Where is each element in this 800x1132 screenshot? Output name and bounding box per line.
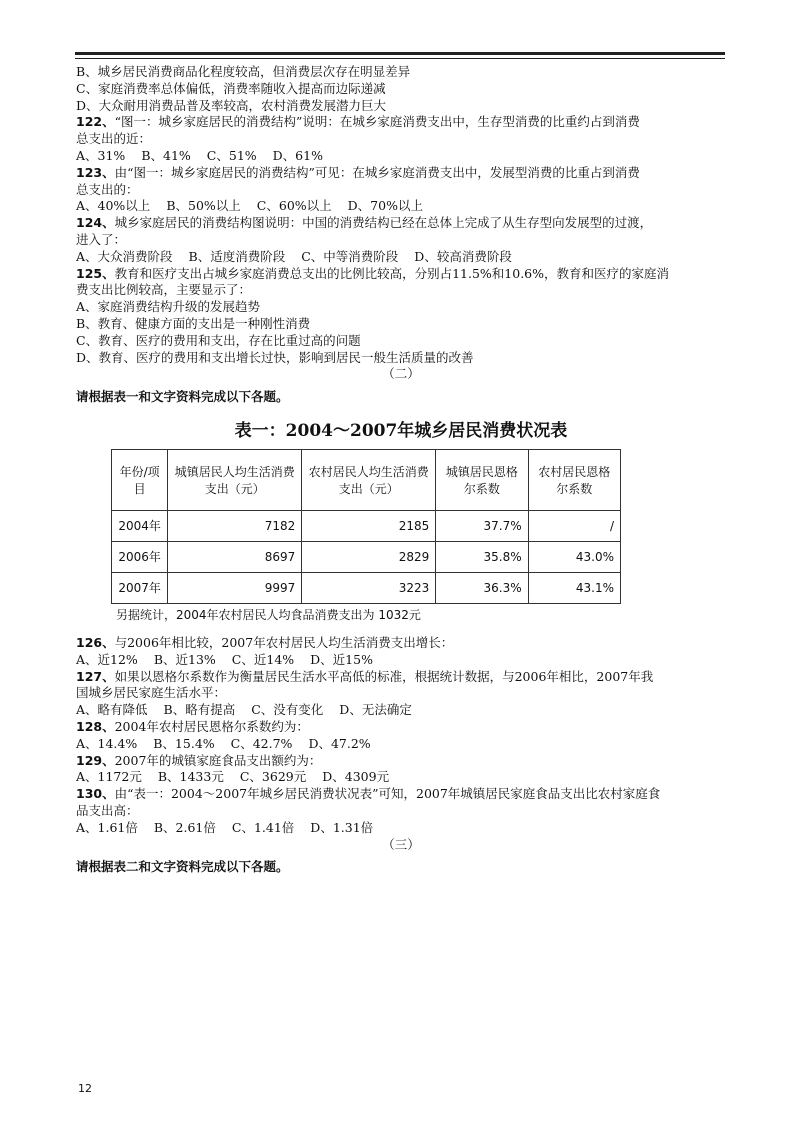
question-128: 128、2004年农村居民恩格尔系数约为：: [76, 718, 309, 734]
question-123-options: [76, 198, 726, 215]
option: C、1.41倍: [231, 819, 295, 835]
table-cell: 43.1%: [528, 572, 620, 603]
option: D、较高消费阶段: [414, 248, 512, 264]
option: A、大众消费阶段: [76, 248, 173, 264]
table-cell: 37.7%: [436, 510, 528, 541]
question-130-cont: 品支出高：: [76, 802, 139, 818]
option-line: B、城乡居民消费商品化程度较高，但消费层次存在明显差异: [76, 64, 411, 79]
option-line: D、教育、医疗的费用和支出增长过快，影响到居民一般生活质量的改善: [76, 349, 474, 365]
option: D、61%: [272, 147, 323, 163]
question-124-cont: 进入了：: [76, 231, 127, 247]
question-125: 125、教育和医疗支出占城乡家庭消费总支出的比例比较高，分别占11.5%和10.6%，教育和医疗的家庭消: [76, 265, 670, 281]
table-cell: 35.8%: [436, 541, 528, 572]
option: D、1.31倍: [310, 819, 374, 835]
option: A、40%以上: [76, 198, 151, 214]
table-row: [112, 510, 621, 541]
table-header-row: [112, 449, 621, 510]
question-130: 130、由“表一：2004～2007年城乡居民消费状况表”可知，2007年城镇居民家庭食品支出比农村家庭食: [76, 786, 661, 802]
page-number: 12: [78, 1082, 92, 1095]
question-128-options: [76, 736, 726, 753]
table-cell: 8697: [168, 541, 302, 572]
option: C、近14%: [231, 651, 295, 667]
option: A、1172元: [76, 769, 142, 785]
option: D、近15%: [310, 651, 373, 667]
table-header: 年份/项目: [112, 449, 168, 510]
question-129: 129、2007年的城镇家庭食品支出额约为：: [76, 752, 322, 768]
question-129-options: [76, 769, 726, 786]
table-header: 农村居民恩格尔系数: [528, 449, 620, 510]
option: B、2.61倍: [153, 819, 216, 835]
option: C、没有变化: [251, 702, 324, 718]
table-cell: 43.0%: [528, 541, 620, 572]
table-row: [112, 541, 621, 572]
question-123-cont: 总支出的：: [76, 181, 139, 197]
table-title: 表一：2004～2007年城乡居民消费状况表: [234, 420, 568, 441]
table-cell: /: [528, 510, 620, 541]
option: B、近13%: [153, 651, 216, 667]
option: C、中等消费阶段: [301, 248, 399, 264]
option: A、14.4%: [76, 735, 138, 751]
question-123: 123、由“图一：城乡家庭居民的消费结构”可见：在城乡家庭消费支出中，发展型消费的比重占到消费: [76, 164, 640, 180]
option: D、无法确定: [339, 702, 412, 718]
table-note: 另据统计，2004年农村居民人均食品消费支出为 1032元: [116, 607, 421, 622]
question-127: 127、如果以恩格尔系数作为衡量居民生活水平高低的标准，根据统计数据，与2006年相比，2007年我: [76, 668, 654, 684]
table-cell: 36.3%: [436, 572, 528, 603]
option: D、47.2%: [308, 735, 371, 751]
table-cell: 9997: [168, 572, 302, 603]
question-127-options: [76, 702, 726, 719]
table-cell: 2007年: [112, 572, 168, 603]
table-cell: 2829: [302, 541, 436, 572]
option: D、4309元: [322, 769, 390, 785]
table-cell: 2006年: [112, 541, 168, 572]
option-line: C、教育、医疗的费用和支出，存在比重过高的问题: [76, 332, 361, 348]
question-125-cont: 费支出比例较高，主要显示了：: [76, 282, 252, 298]
table-row: [112, 572, 621, 603]
table-header: 农村居民人均生活消费支出（元）: [302, 449, 436, 510]
option: B、41%: [141, 147, 191, 163]
header-rule-thin: [75, 58, 725, 59]
option-line: B、教育、健康方面的支出是一种刚性消费: [76, 315, 311, 331]
option-line: D、大众耐用消费品普及率较高，农村消费发展潜力巨大: [76, 97, 387, 113]
option-line: C、家庭消费率总体偏低，消费率随收入提高而边际递减: [76, 80, 386, 96]
option: C、42.7%: [230, 735, 293, 751]
header-rule-thick: [75, 52, 725, 55]
option: C、51%: [206, 147, 257, 163]
table-cell: 3223: [302, 572, 436, 603]
question-126: 126、与2006年相比较，2007年农村居民人均生活消费支出增长：: [76, 634, 454, 650]
option: D、70%以上: [347, 198, 423, 214]
question-126-options: [76, 652, 726, 669]
option: A、略有降低: [76, 702, 148, 718]
question-130-options: [76, 820, 726, 837]
page-content: [76, 64, 726, 876]
consumption-table: [111, 449, 621, 604]
section-instruction: 请根据表一和文字资料完成以下各题。: [76, 389, 289, 405]
option: C、60%以上: [256, 198, 332, 214]
question-122-cont: 总支出的近：: [76, 131, 152, 147]
option: B、略有提高: [163, 702, 236, 718]
option: A、1.61倍: [76, 819, 138, 835]
option-line: A、家庭消费结构升级的发展趋势: [76, 299, 261, 315]
table-cell: 2004年: [112, 510, 168, 541]
table-cell: 7182: [168, 510, 302, 541]
option: A、近12%: [76, 651, 138, 667]
option: A、31%: [76, 147, 126, 163]
table-header: 城镇居民人均生活消费支出（元）: [168, 449, 302, 510]
section-marker: （三）: [382, 836, 420, 852]
option: B、50%以上: [166, 198, 241, 214]
option: B、1433元: [157, 769, 224, 785]
table-cell: 2185: [302, 510, 436, 541]
option: B、15.4%: [153, 735, 215, 751]
question-124-options: [76, 249, 726, 266]
table-header: 城镇居民恩格尔系数: [436, 449, 528, 510]
question-124: 124、城乡家庭居民的消费结构图说明：中国的消费结构已经在总体上完成了从生存型向发展型的过渡，: [76, 215, 653, 231]
table-1-block: [76, 416, 726, 623]
question-122: 122、“图一：城乡家庭居民的消费结构”说明：在城乡家庭消费支出中，生存型消费的比重约占到消费: [76, 114, 640, 130]
option: C、3629元: [239, 769, 307, 785]
section-instruction: 请根据表二和文字资料完成以下各题。: [76, 859, 289, 875]
section-marker: （二）: [382, 366, 420, 382]
option: B、适度消费阶段: [188, 248, 286, 264]
question-122-options: [76, 148, 726, 165]
question-127-cont: 国城乡居民家庭生活水平：: [76, 685, 227, 701]
